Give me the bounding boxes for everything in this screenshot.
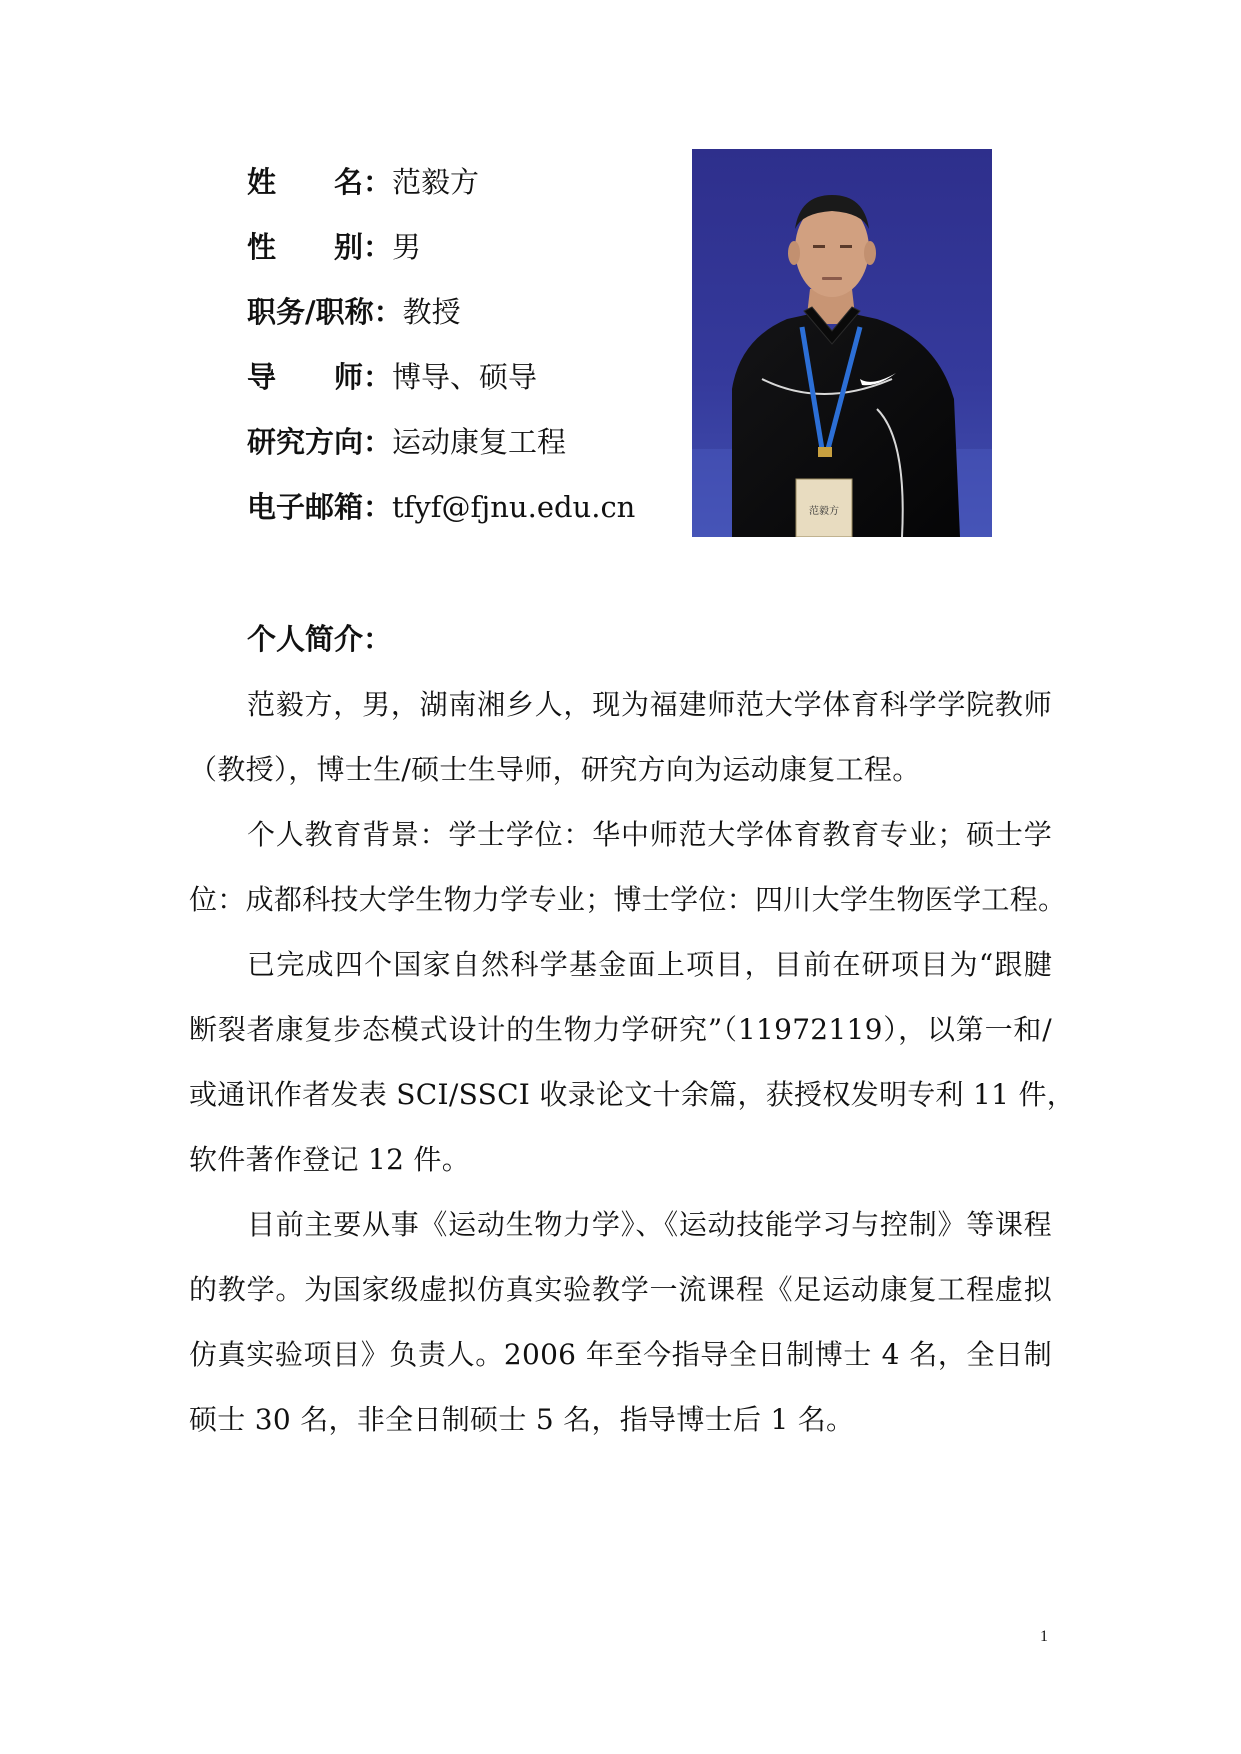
bio-line-6: 断裂者康复步态模式设计的生物力学研究”（11972119），以第一和/ — [189, 1013, 1052, 1046]
email-row — [247, 485, 635, 529]
advisor-row — [247, 355, 537, 399]
bio-line-4: 位：成都科技大学生物力学专业；博士学位：四川大学生物医学工程。 — [189, 883, 1067, 916]
name-row — [247, 160, 479, 204]
name-label: 姓 名： — [247, 165, 393, 199]
gender-row — [247, 225, 421, 269]
badge-text: 范毅方 — [809, 506, 839, 517]
name-value: 范毅方 — [392, 165, 480, 199]
bio-line-3: 个人教育背景：学士学位：华中师范大学体育教育专业；硕士学 — [247, 818, 1052, 851]
gender-value: 男 — [392, 230, 422, 264]
advisor-value: 博导、硕导 — [392, 360, 538, 394]
bio-line-7: 或通讯作者发表 SCI/SSCI 收录论文十余篇，获授权发明专利 11 件， — [189, 1078, 1076, 1111]
title-label: 职务/职称： — [247, 295, 403, 329]
bio-line-5: 已完成四个国家自然科学基金面上项目，目前在研项目为“跟腱 — [247, 948, 1052, 981]
research-row — [247, 420, 566, 464]
bio-line-10: 的教学。为国家级虚拟仿真实验教学一流课程《足运动康复工程虚拟 — [189, 1273, 1052, 1306]
bio-line-9: 目前主要从事《运动生物力学》、《运动技能学习与控制》等课程 — [247, 1208, 1052, 1241]
page-number: 1 — [1040, 1628, 1048, 1645]
bio-heading: 个人简介： — [247, 622, 393, 656]
portrait-photo — [692, 149, 992, 537]
bio-line-1: 范毅方，男，湖南湘乡人，现为福建师范大学体育科学学院教师 — [247, 688, 1052, 721]
bio-line-2: （教授），博士生/硕士生导师，研究方向为运动康复工程。 — [189, 753, 921, 786]
email-label: 电子邮箱： — [247, 490, 393, 524]
email-value: tfyf@fjnu.edu.cn — [392, 490, 636, 524]
title-value: 教授 — [402, 295, 461, 329]
advisor-label: 导 师： — [247, 360, 393, 394]
research-label: 研究方向： — [247, 425, 393, 459]
portrait-illustration — [692, 149, 992, 537]
research-value: 运动康复工程 — [392, 425, 567, 459]
bio-line-8: 软件著作登记 12 件。 — [189, 1143, 471, 1176]
gender-label: 性 别： — [247, 230, 393, 264]
bio-line-12: 硕士 30 名，非全日制硕士 5 名，指导博士后 1 名。 — [189, 1403, 855, 1436]
title-row — [247, 290, 461, 334]
bio-line-11: 仿真实验项目》负责人。2006 年至今指导全日制博士 4 名，全日制 — [189, 1338, 1052, 1371]
